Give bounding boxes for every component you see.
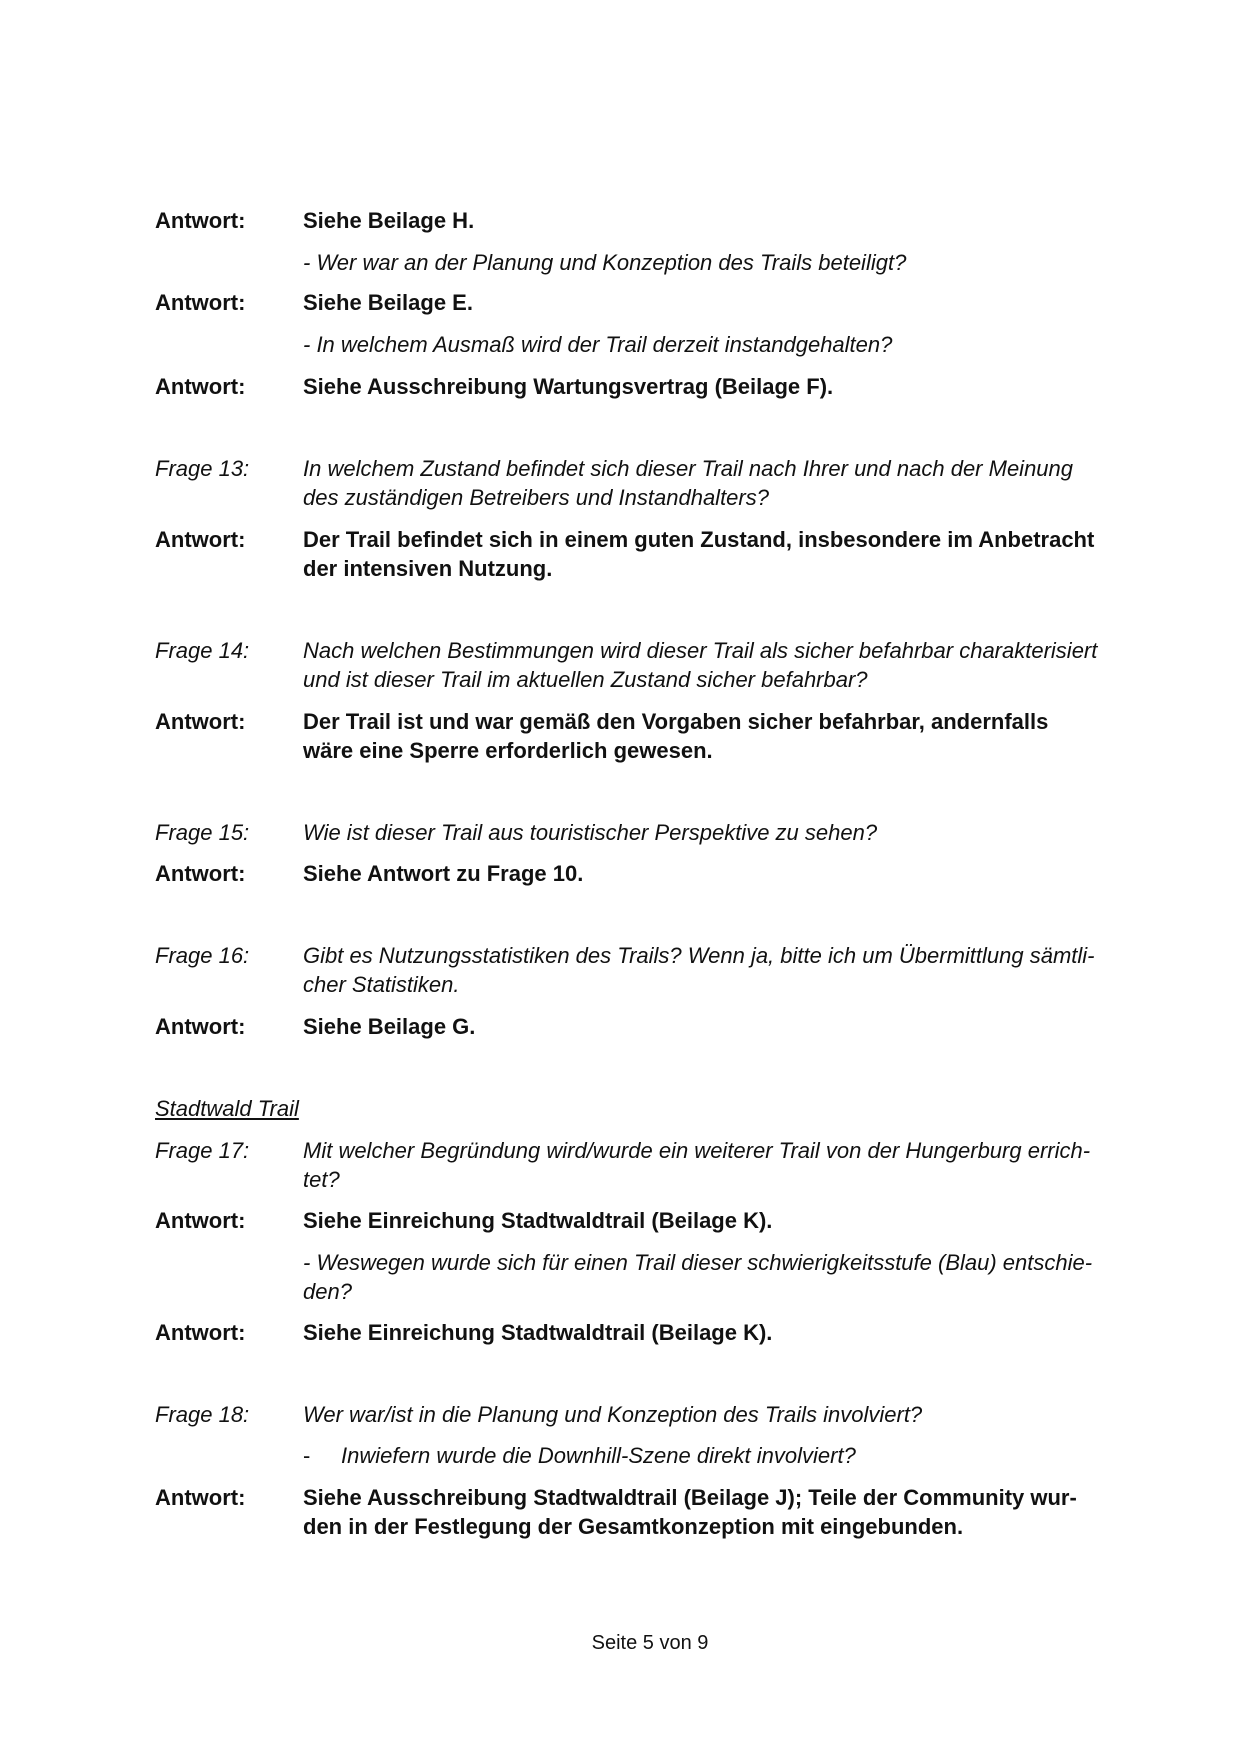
answer-label: Antwort: xyxy=(155,861,246,886)
question-line: tet? xyxy=(303,1167,340,1192)
answer-label: Antwort: xyxy=(155,1014,246,1039)
question-text xyxy=(303,454,1155,512)
question-line: Mit welcher Begründung wird/wurde ein weiterer Trail von der Hungerburg errich- xyxy=(303,1138,1091,1163)
answer-text: Siehe Antwort zu Frage 10. xyxy=(303,861,584,886)
question-text: Wer war/ist in die Planung und Konzeption des Trails involviert? xyxy=(303,1402,923,1427)
answer-label: Antwort: xyxy=(155,1320,246,1345)
answer-text xyxy=(303,707,1155,765)
answer-text: Siehe Einreichung Stadtwaldtrail (Beilage K). xyxy=(303,1208,773,1233)
bullet-dash: - xyxy=(303,1443,311,1468)
question-label: Frage 16: xyxy=(155,943,250,968)
answer-row-13 xyxy=(155,525,1155,583)
answer-line: den in der Festlegung der Gesamtkonzeption mit eingebunden. xyxy=(303,1514,964,1539)
question-label: Frage 18: xyxy=(155,1402,250,1427)
answer-label: Antwort: xyxy=(155,1485,246,1510)
section-heading: Stadtwald Trail xyxy=(155,1096,299,1121)
answer-label: Antwort: xyxy=(155,1208,246,1233)
answer-line: der intensiven Nutzung. xyxy=(303,556,553,581)
answer-text: Siehe Beilage H. xyxy=(303,208,475,233)
answer-row-15 xyxy=(155,859,1155,888)
page-number: Seite 5 von 9 xyxy=(591,1632,709,1654)
answer-row xyxy=(155,288,1155,317)
answer-text: Siehe Beilage G. xyxy=(303,1014,476,1039)
question-row-13 xyxy=(155,454,1155,512)
question-row-16 xyxy=(155,941,1155,999)
question-line: Nach welchen Bestimmungen wird dieser Trail als sicher befahrbar charakterisiert xyxy=(303,638,1098,663)
question-row-18 xyxy=(155,1400,1155,1429)
sub-question: - In welchem Ausmaß wird der Trail derzeit instandgehalten? xyxy=(303,332,893,357)
answer-label: Antwort: xyxy=(155,290,246,315)
answer-row-18 xyxy=(155,1483,1155,1541)
question-line: und ist dieser Trail im aktuellen Zustand sicher befahrbar? xyxy=(303,667,868,692)
answer-text: Siehe Beilage E. xyxy=(303,290,473,315)
answer-row-17 xyxy=(155,1206,1155,1235)
question-row-15 xyxy=(155,818,1155,847)
answer-label: Antwort: xyxy=(155,527,246,552)
bullet-item xyxy=(303,1441,1153,1470)
answer-label: Antwort: xyxy=(155,208,246,233)
answer-line: Siehe Ausschreibung Stadtwaldtrail (Beilage J); Teile der Community wur- xyxy=(303,1485,1077,1510)
answer-row-14 xyxy=(155,707,1155,765)
sub-question-line: den? xyxy=(303,1279,352,1304)
question-label: Frage 13: xyxy=(155,456,250,481)
answer-line: Der Trail ist und war gemäß den Vorgaben sicher befahrbar, andernfalls xyxy=(303,709,1049,734)
question-text xyxy=(303,636,1155,694)
question-line: In welchem Zustand befindet sich dieser Trail nach Ihrer und nach der Meinung xyxy=(303,456,1074,481)
question-text: Wie ist dieser Trail aus touristischer Perspektive zu sehen? xyxy=(303,820,878,845)
question-row-17 xyxy=(155,1136,1155,1194)
question-text xyxy=(303,1136,1155,1194)
answer-text xyxy=(303,525,1155,583)
bullet-text: Inwiefern wurde die Downhill-Szene direkt involviert? xyxy=(341,1443,856,1468)
answer-line: Der Trail befindet sich in einem guten Zustand, insbesondere im Anbetracht xyxy=(303,527,1095,552)
question-line: cher Statistiken. xyxy=(303,972,460,997)
answer-text xyxy=(303,1483,1155,1541)
sub-question: - Wer war an der Planung und Konzeption des Trails beteiligt? xyxy=(303,250,907,275)
answer-text: Siehe Ausschreibung Wartungsvertrag (Beilage F). xyxy=(303,374,834,399)
question-line: des zuständigen Betreibers und Instandhalters? xyxy=(303,485,769,510)
question-label: Frage 15: xyxy=(155,820,250,845)
answer-label: Antwort: xyxy=(155,374,246,399)
question-label: Frage 17: xyxy=(155,1138,250,1163)
answer-text: Siehe Einreichung Stadtwaldtrail (Beilage K). xyxy=(303,1320,773,1345)
sub-question-line: - Weswegen wurde sich für einen Trail dieser schwierigkeitsstufe (Blau) entschie- xyxy=(303,1250,1093,1275)
answer-row-17b xyxy=(155,1318,1155,1347)
question-row-14 xyxy=(155,636,1155,694)
answer-row-16 xyxy=(155,1012,1155,1041)
answer-row xyxy=(155,372,1155,401)
answer-label: Antwort: xyxy=(155,709,246,734)
answer-row xyxy=(155,206,1155,235)
question-text xyxy=(303,941,1155,999)
answer-line: wäre eine Sperre erforderlich gewesen. xyxy=(303,738,713,763)
question-line: Gibt es Nutzungsstatistiken des Trails? Wenn ja, bitte ich um Übermittlung sämtli- xyxy=(303,943,1095,968)
question-label: Frage 14: xyxy=(155,638,250,663)
sub-question xyxy=(303,1248,1153,1306)
